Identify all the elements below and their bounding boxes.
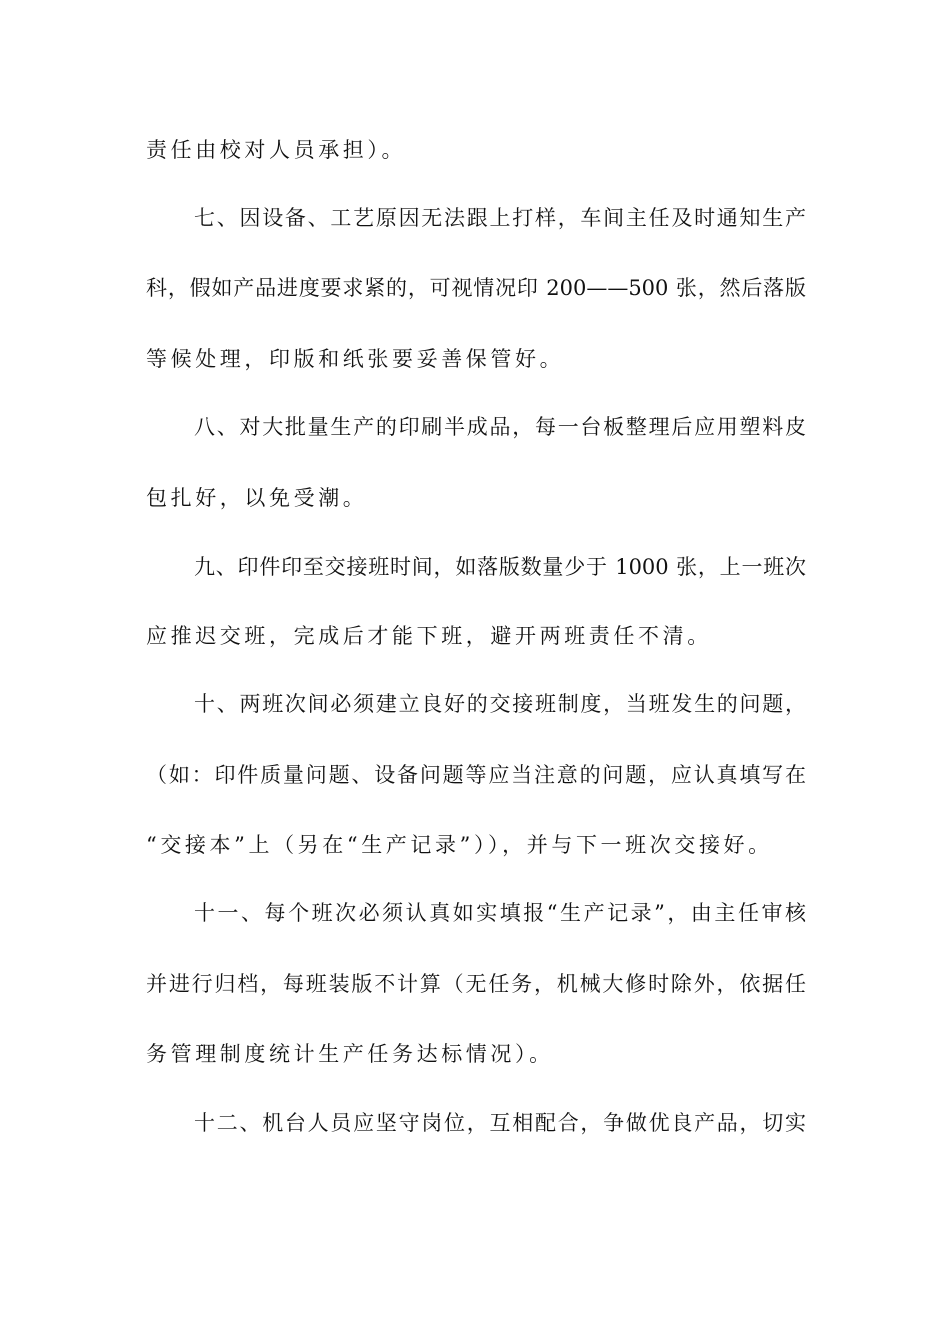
text-line-12: 十一、每个班次必须认真如实填报“生产记录”，由主任审核 [194, 901, 806, 925]
text-line-5: 八、对大批量生产的印刷半成品，每一台板整理后应用塑料皮 [194, 415, 806, 439]
text-line-6: 包扎好，以免受潮。 [146, 486, 368, 510]
text-line-3: 科，假如产品进度要求紧的，可视情况印 200——500 张，然后落版 [146, 276, 806, 300]
text-line-14: 务管理制度统计生产任务达标情况）。 [146, 1042, 554, 1066]
text-line-1: 责任由校对人员承担）。 [146, 138, 407, 162]
text-line-10: （如：印件质量问题、设备问题等应当注意的问题，应认真填写在 [146, 763, 806, 787]
text-line-15: 十二、机台人员应坚守岗位，互相配合，争做优良产品，切实 [194, 1111, 806, 1135]
text-line-9: 十、两班次间必须建立良好的交接班制度，当班发生的问题， [194, 692, 806, 716]
text-line-11: “交接本”上（另在“生产记录”）），并与下一班次交接好。 [146, 833, 773, 857]
text-line-7: 九、印件印至交接班时间，如落版数量少于 1000 张，上一班次 [194, 555, 806, 579]
text-line-13: 并进行归档，每班装版不计算（无任务，机械大修时除外，依据任 [146, 972, 806, 996]
text-line-4: 等候处理，印版和纸张要妥善保管好。 [146, 347, 565, 371]
text-line-8: 应推迟交班，完成后才能下班，避开两班责任不清。 [146, 624, 712, 648]
text-line-2: 七、因设备、工艺原因无法跟上打样，车间主任及时通知生产 [194, 206, 806, 230]
